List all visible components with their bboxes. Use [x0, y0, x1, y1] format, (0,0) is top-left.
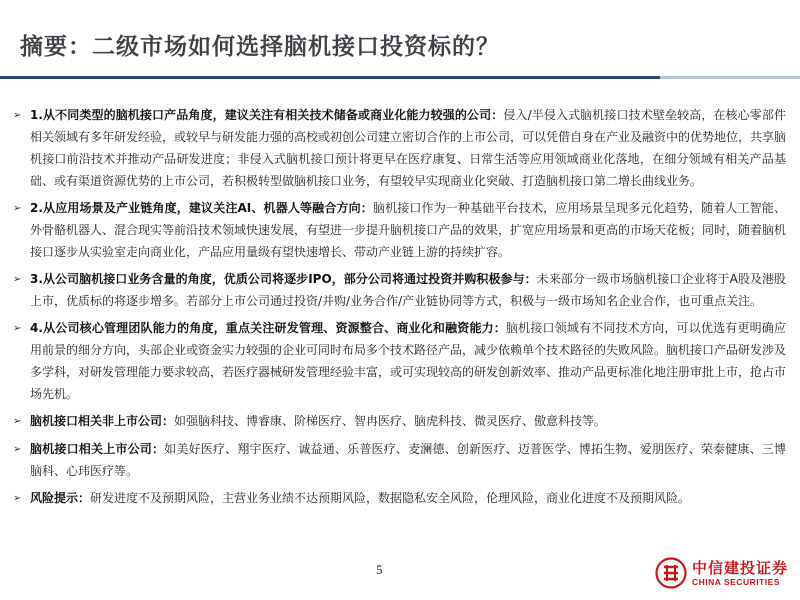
logo-name-en: CHINA SECURITIES	[692, 576, 780, 587]
list-item	[12, 410, 792, 433]
list-item-text	[30, 410, 792, 432]
list-item-body: 侵入/半侵入式脑机接口技术壁垒较高，在核心零部件相关领域有多年研发经验，或较早与研发能力强的高校或初创公司建立密切合作的上市公司，可以凭借自身在产业及融资中的优势地位，共享脑机接口前沿技术并推动产品研发进度；非侵入式脑机接口预计将更早在医疗康复、日常生活等应用领域商业化落地，在细分领域有相关产品基础、或有渠道资源优势的上市公司，若积极转型做脑机接口业务，有望较早实现商业化突破、打造脑机接口第二增长曲线业务。	[30, 108, 787, 188]
summary-list	[12, 104, 792, 515]
list-item	[12, 317, 792, 405]
list-item	[12, 268, 792, 312]
list-item-heading: 4.从公司核心管理团队能力的角度，重点关注研发管理、资源整合、商业化和融资能力：	[30, 321, 506, 335]
list-item	[12, 487, 792, 510]
bullet-arrow-icon: ➢	[13, 323, 22, 334]
list-item-body: 脑机接口领域有不同技术方向，可以优选有更明确应用前景的细分方向，头部企业或资金实力较强的企业可同时布局多个技术路径产品，减少依赖单个技术路径的失败风险。脑机接口产品研发涉及多学科，对研发管理能力要求较高，若医疗器械研发管理经验丰富，或可实现较高的研发创新效率、推动产品更标准化地注册审批上市，抢占市场先机。	[30, 321, 787, 401]
bullet-arrow-icon: ➢	[13, 203, 22, 214]
list-item-heading: 风险提示：	[30, 491, 91, 505]
list-item-text	[30, 268, 792, 312]
list-item-text	[30, 487, 792, 509]
page-number: 5	[376, 562, 383, 577]
logo-text	[692, 559, 788, 588]
china-securities-logo-icon	[655, 557, 687, 589]
list-item-text	[30, 104, 792, 192]
list-item-heading: 3.从公司脑机接口业务含量的角度，优质公司将逐步IPO，部分公司将通过投资并购积极参与：	[30, 272, 537, 286]
bullet-arrow-icon: ➢	[13, 493, 22, 504]
list-item-body: 研发进度不及预期风险，主营业务业绩不达预期风险，数据隐私安全风险，伦理风险，商业化进度不及预期风险。	[90, 491, 691, 505]
list-item	[12, 438, 792, 482]
page-title: 摘要：二级市场如何选择脑机接口投资标的？	[20, 34, 500, 60]
list-item-text	[30, 197, 792, 263]
list-item-text	[30, 438, 792, 482]
company-logo	[655, 552, 795, 594]
list-item-body: 未来部分一级市场脑机接口企业将于A股及港股上市，优质标的将逐步增多。若部分上市公司通过投资/并购/业务合作/产业链协同等方式，积极与一级市场知名企业合作，也可重点关注。	[30, 272, 786, 308]
list-item	[12, 104, 792, 192]
list-item-body: 脑机接口作为一种基础平台技术，应用场景呈现多元化趋势，随着人工智能、外骨骼机器人、混合现实等前沿技术领域快速发展，有望进一步提升脑机接口产品的效果，扩宽应用场景和更高的市场天花板；同时，随着脑机接口逐步从实验室走向商业化，产品应用量级有望快速增长、带动产业链上游的持续扩容。	[30, 201, 787, 259]
title-divider-accent	[660, 76, 800, 79]
list-item-heading: 脑机接口相关上市公司：	[30, 442, 165, 456]
list-item-heading: 2.从应用场景及产业链角度，建议关注AI、机器人等融合方向：	[30, 201, 373, 215]
bullet-arrow-icon: ➢	[13, 444, 22, 455]
list-item-heading: 脑机接口相关非上市公司：	[30, 414, 175, 428]
bullet-arrow-icon: ➢	[13, 416, 22, 427]
list-item	[12, 197, 792, 263]
list-item-heading: 1.从不同类型的脑机接口产品角度，建议关注有相关技术储备或商业化能力较强的公司：	[30, 108, 504, 122]
logo-name-cn: 中信建投证券	[692, 558, 789, 577]
bullet-arrow-icon: ➢	[13, 274, 22, 285]
bullet-arrow-icon: ➢	[13, 110, 22, 121]
list-item-body: 如强脑科技、博睿康、阶梯医疗、智冉医疗、脑虎科技、微灵医疗、傲意科技等。	[174, 414, 607, 428]
list-item-body: 如美好医疗、翔宇医疗、诚益通、乐普医疗、麦澜德、创新医疗、迈普医学、博拓生物、爱朋医疗、荣泰健康、三博脑科、心玮医疗等。	[30, 442, 786, 478]
title-divider	[0, 76, 660, 79]
list-item-text	[30, 317, 792, 405]
